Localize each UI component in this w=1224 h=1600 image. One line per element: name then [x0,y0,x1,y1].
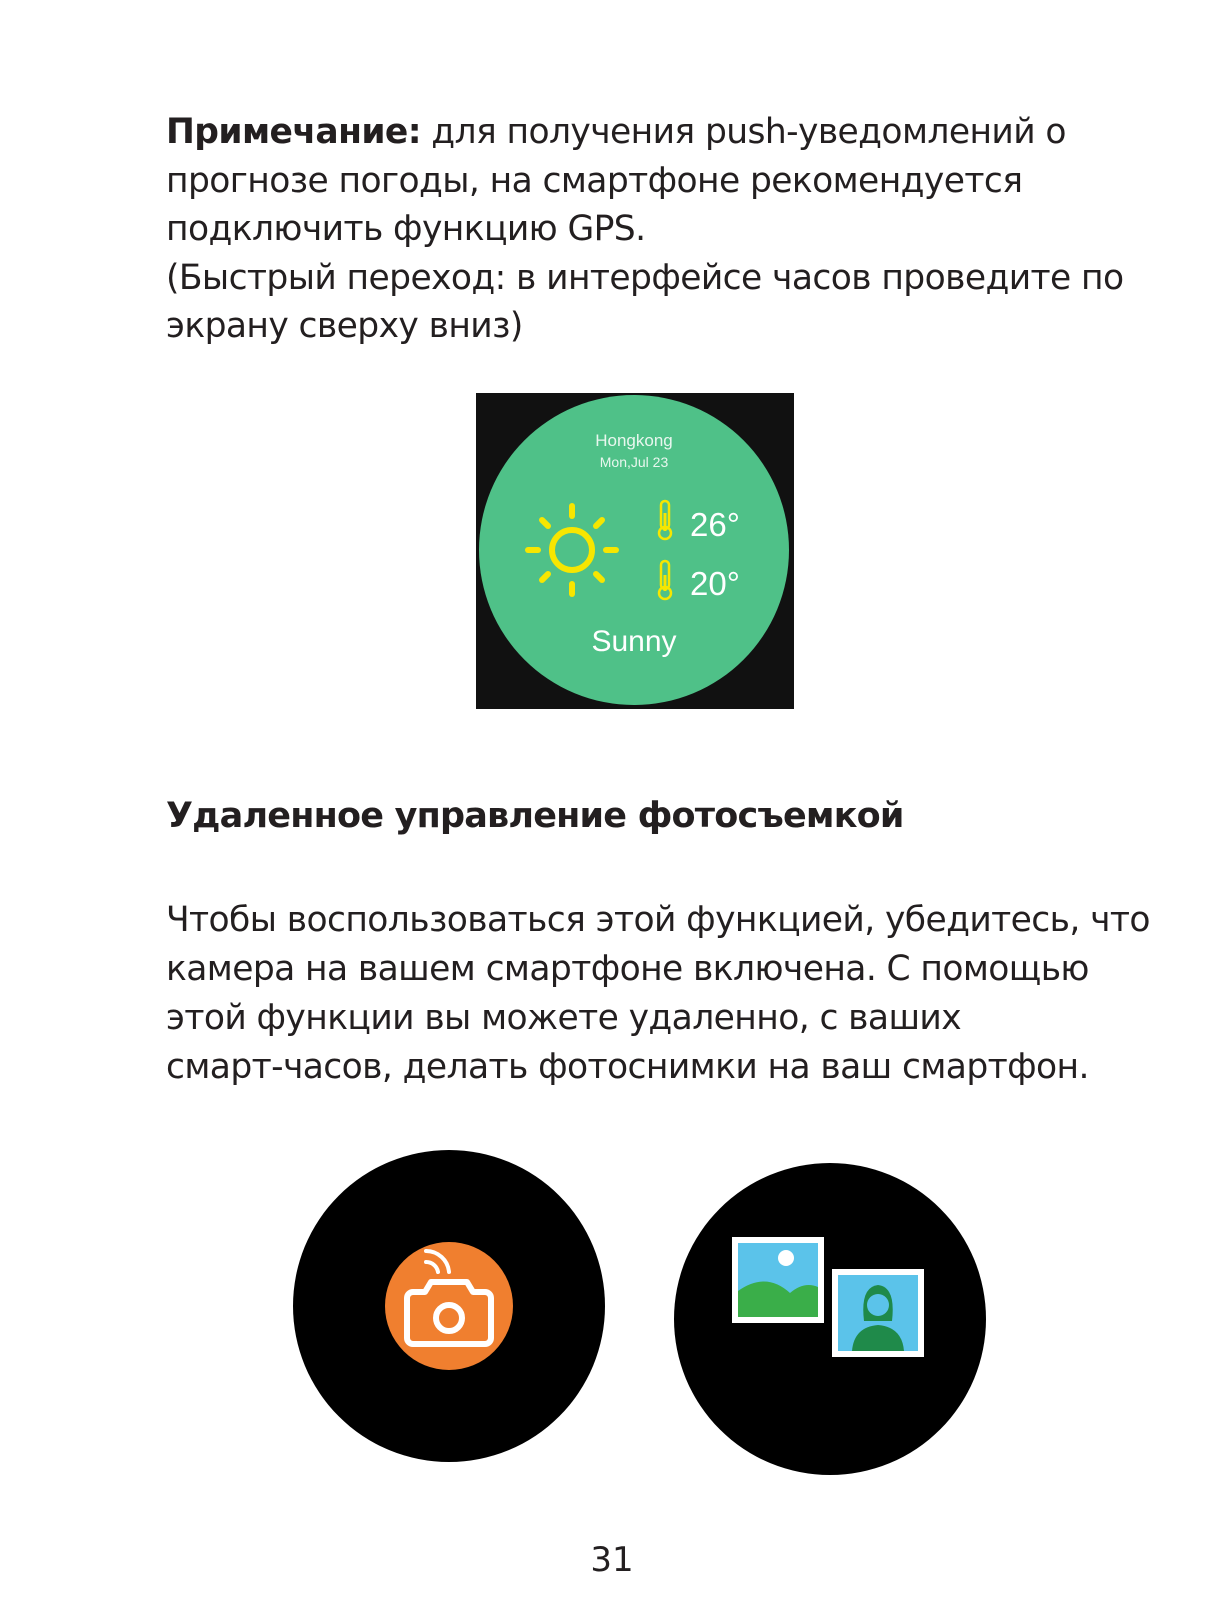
weather-city: Hongkong [595,431,673,450]
note-paragraph [166,108,1166,351]
portrait-photo-icon[interactable] [832,1269,924,1357]
note-line-1 [166,108,1166,157]
remote-camera-graphic [293,1150,605,1462]
note-line-5: экрану сверху вниз) [166,306,523,346]
section-heading: Удаленное управление фотосъемкой [166,796,904,836]
body-line-4: смарт-часов, делать фотоснимки на ваш смартфон. [166,1047,1089,1087]
remote-camera-button[interactable] [385,1242,513,1370]
weather-screen-graphic [476,393,794,709]
watch-camera-screen [293,1150,605,1462]
landscape-photo-icon[interactable] [732,1237,824,1323]
temp-low: 20° [690,565,740,602]
temp-high: 26° [690,506,740,543]
note-line-4: (Быстрый переход: в интерфейсе часов проведите по [166,257,1124,298]
body-line-3: этой функции вы можете удаленно, с ваших [166,998,962,1038]
note-line-3: подключить функцию GPS. [166,209,646,249]
page-number: 31 [590,1540,634,1580]
watch-gallery-screen [674,1163,986,1475]
note-line-2: прогнозе погоды, на смартфоне рекомендуется [166,160,1023,201]
weather-condition: Sunny [591,625,677,658]
note-text: для получения push-уведомлений о [420,112,1066,152]
section-body [166,896,1186,1092]
body-line-2: камера на вашем смартфоне включена. С помощью [166,949,1089,989]
weather-date: Mon,Jul 23 [599,454,669,470]
body-line-1: Чтобы воспользоваться этой функцией, убедитесь, что [166,900,1150,940]
note-label: Примечание: [166,112,421,152]
gallery-graphic [674,1163,986,1475]
weather-screen [476,393,794,709]
